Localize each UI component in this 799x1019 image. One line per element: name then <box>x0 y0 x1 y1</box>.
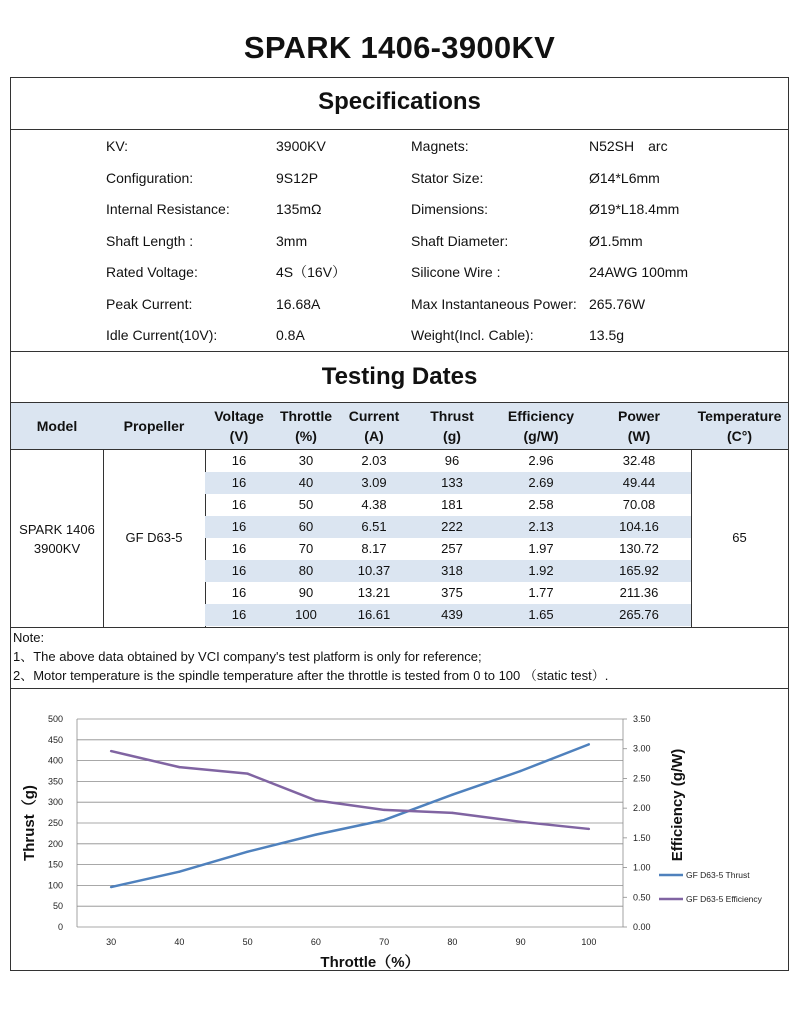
header-unit: (A) <box>364 428 384 444</box>
y-tick-label: 500 <box>47 714 63 724</box>
table-row <box>205 560 691 582</box>
spec-value: 3900KV <box>276 138 326 154</box>
cell-power: 130.72 <box>619 541 659 556</box>
notes <box>13 628 608 685</box>
cell-throttle: 100 <box>295 607 317 622</box>
cell-voltage: 16 <box>231 497 247 512</box>
testing-table-body <box>11 450 788 627</box>
spec-value: 265.76W <box>589 296 646 312</box>
spec-label: KV: <box>106 138 129 154</box>
cell-voltage: 16 <box>231 453 247 468</box>
header-line: Efficiency <box>507 408 575 424</box>
spec-label: Magnets: <box>411 138 469 154</box>
cell-efficiency: 1.65 <box>528 607 554 622</box>
y-tick-label: 250 <box>47 818 63 828</box>
cell-voltage: 16 <box>231 541 247 556</box>
divider <box>11 351 788 352</box>
header-unit: (V) <box>229 428 249 444</box>
cell-thrust: 96 <box>444 453 460 468</box>
data-point <box>246 772 248 774</box>
spec-row <box>11 131 788 162</box>
temperature-cell: 65 <box>732 530 747 545</box>
cell-current: 2.03 <box>361 453 387 468</box>
cell-power: 49.44 <box>622 475 656 490</box>
header-unit: (W) <box>627 428 651 444</box>
table-row <box>205 472 691 494</box>
cell-current: 13.21 <box>357 585 391 600</box>
y-tick-label: 300 <box>47 797 63 808</box>
cell-voltage: 16 <box>231 563 247 578</box>
propeller-cell: GF D63-5 <box>125 530 183 545</box>
table-row <box>205 582 691 604</box>
cell-thrust: 133 <box>441 475 463 490</box>
x-tick-label: 70 <box>379 937 390 947</box>
spec-label: Peak Current: <box>106 296 193 312</box>
x-tick-label: 50 <box>242 937 253 947</box>
data-point <box>110 750 112 752</box>
cell-thrust: 318 <box>441 563 463 578</box>
y-tick-label: 50 <box>52 901 63 912</box>
spec-value: 16.68A <box>276 296 321 312</box>
y-tick-label: 400 <box>47 755 63 766</box>
header-propeller: Propeller <box>123 418 185 434</box>
data-point <box>383 809 385 811</box>
header-unit: (%) <box>295 428 317 444</box>
data-point <box>178 766 180 768</box>
cell-power: 32.48 <box>622 453 656 468</box>
notes-heading: Note: <box>13 630 45 645</box>
y-tick-label: 350 <box>47 776 63 787</box>
cell-thrust: 257 <box>441 541 463 556</box>
y-tick-label: 150 <box>47 859 63 870</box>
spec-label: Dimensions: <box>411 201 489 217</box>
spec-label: Stator Size: <box>411 170 484 186</box>
cell-power: 265.76 <box>619 607 659 622</box>
note-item: 1、The above data obtained by VCI company's test platform is only for reference; <box>13 649 482 664</box>
table-row <box>205 516 691 538</box>
x-axis-title: Throttle（%） <box>320 954 420 971</box>
header-voltage <box>205 403 273 449</box>
x-tick-label: 30 <box>106 937 117 947</box>
cell-voltage: 16 <box>231 519 247 534</box>
header-line: Thrust <box>430 408 474 424</box>
divider <box>11 129 788 130</box>
cell-current: 6.51 <box>361 519 387 534</box>
cell-current: 10.37 <box>357 563 391 578</box>
spec-value: N52SH arc <box>589 138 668 154</box>
cell-voltage: 16 <box>231 607 247 622</box>
spec-value: 24AWG 100mm <box>589 264 689 280</box>
cell-thrust: 375 <box>441 585 463 600</box>
data-point <box>451 812 453 814</box>
spec-value: Ø1.5mm <box>589 233 643 249</box>
data-point <box>178 870 180 872</box>
spec-row <box>11 163 788 194</box>
header-power <box>587 403 691 449</box>
spec-value: 3mm <box>276 233 308 249</box>
cell-throttle: 40 <box>298 475 314 490</box>
model-cell <box>11 520 103 558</box>
data-point <box>519 770 521 772</box>
spec-label: Shaft Diameter: <box>411 233 509 249</box>
y2-tick-label: 3.50 <box>633 714 651 724</box>
spec-label: Internal Resistance: <box>106 201 230 217</box>
cell-throttle: 90 <box>298 585 314 600</box>
x-tick-label: 90 <box>515 937 526 947</box>
spec-label: Weight(Incl. Cable): <box>411 327 534 343</box>
cell-throttle: 80 <box>298 563 314 578</box>
header-unit: (g/W) <box>523 428 559 444</box>
header-unit: (C°) <box>726 428 753 444</box>
data-point <box>588 828 590 830</box>
cell-voltage: 16 <box>231 475 247 490</box>
series-line <box>111 751 589 829</box>
testing-heading: Testing Dates <box>321 363 478 390</box>
page-title: SPARK 1406-3900KV <box>243 30 556 65</box>
cell-efficiency: 2.96 <box>528 453 554 468</box>
y2-tick-label: 2.50 <box>633 773 651 784</box>
spec-label: Rated Voltage: <box>106 264 198 280</box>
header-model: Model <box>36 418 78 434</box>
cell-throttle: 60 <box>298 519 314 534</box>
spec-row <box>11 257 788 288</box>
cell-power: 104.16 <box>619 519 659 534</box>
spec-label: Max Instantaneous Power: <box>411 296 577 312</box>
cell-current: 16.61 <box>357 607 391 622</box>
header-efficiency <box>495 403 587 449</box>
data-point <box>588 743 590 745</box>
model-line: 3900KV <box>33 541 81 556</box>
header-thrust <box>409 403 495 449</box>
spec-label: Idle Current(10V): <box>106 327 218 343</box>
header-line: Temperature <box>697 408 782 424</box>
spec-value: 0.8A <box>276 327 305 343</box>
spec-row <box>11 289 788 320</box>
header-current <box>339 403 409 449</box>
cell-efficiency: 1.77 <box>528 585 554 600</box>
spec-value: Ø19*L18.4mm <box>589 201 680 217</box>
y2-tick-label: 2.00 <box>633 803 651 814</box>
data-point <box>451 794 453 796</box>
table-row <box>205 494 691 516</box>
data-point <box>315 799 317 801</box>
cell-thrust: 222 <box>441 519 463 534</box>
legend-label: GF D63-5 Thrust <box>686 870 750 880</box>
cell-power: 165.92 <box>619 563 659 578</box>
spec-value: 135mΩ <box>276 201 322 217</box>
cell-current: 8.17 <box>361 541 387 556</box>
cell-current: 3.09 <box>361 475 387 490</box>
y-tick-label: 100 <box>47 880 63 891</box>
y2-tick-label: 0.50 <box>633 892 651 903</box>
thrust-efficiency-chart <box>11 689 788 971</box>
y2-tick-label: 3.00 <box>633 743 651 754</box>
x-tick-label: 100 <box>581 937 597 947</box>
x-tick-label: 80 <box>447 937 458 947</box>
y2-tick-label: 1.00 <box>633 862 651 873</box>
cell-throttle: 70 <box>298 541 314 556</box>
data-point <box>246 851 248 853</box>
cell-current: 4.38 <box>361 497 387 512</box>
y2-tick-label: 1.50 <box>633 832 651 843</box>
legend-label: GF D63-5 Efficiency <box>686 894 762 904</box>
cell-voltage: 16 <box>231 585 247 600</box>
spec-row <box>11 226 788 257</box>
cell-efficiency: 1.97 <box>528 541 554 556</box>
spec-value: 9S12P <box>276 170 319 186</box>
cell-efficiency: 2.58 <box>528 497 554 512</box>
model-line: SPARK 1406 <box>19 522 95 537</box>
header-unit: (g) <box>443 428 461 444</box>
specifications-heading: Specifications <box>318 88 481 115</box>
header-temperature <box>691 403 788 449</box>
cell-efficiency: 2.13 <box>528 519 554 534</box>
cell-power: 211.36 <box>619 585 659 600</box>
header-line: Power <box>617 408 660 424</box>
x-tick-label: 60 <box>310 937 321 947</box>
y2-tick-label: 0.00 <box>633 922 651 932</box>
spec-value: 13.5g <box>589 327 625 343</box>
y-axis-title: Thrust（g) <box>21 785 38 861</box>
cell-efficiency: 1.92 <box>528 563 554 578</box>
spec-row <box>11 194 788 225</box>
y-tick-label: 0 <box>57 922 63 932</box>
cell-power: 70.08 <box>622 497 656 512</box>
spec-sheet-frame <box>10 77 789 971</box>
spec-value: Ø14*L6mm <box>589 170 660 186</box>
data-point <box>110 886 112 888</box>
spec-value: 4S（16V） <box>276 264 347 280</box>
spec-label: Shaft Length : <box>106 233 194 249</box>
data-point <box>383 819 385 821</box>
header-line: Current <box>348 408 400 424</box>
table-row <box>205 450 691 472</box>
cell-thrust: 181 <box>441 497 463 512</box>
spec-label: Silicone Wire : <box>411 264 501 280</box>
table-row <box>205 538 691 560</box>
spec-row <box>11 320 788 351</box>
y-tick-label: 200 <box>47 838 63 849</box>
cell-efficiency: 2.69 <box>528 475 554 490</box>
data-point <box>315 833 317 835</box>
series-line <box>111 744 589 887</box>
testing-table-header <box>11 402 788 450</box>
cell-thrust: 439 <box>441 607 463 622</box>
cell-throttle: 30 <box>298 453 314 468</box>
y2-axis-title: Efficiency (g/W) <box>669 748 686 862</box>
spec-label: Configuration: <box>106 170 194 186</box>
y-tick-label: 450 <box>47 734 63 745</box>
header-line: Throttle <box>279 408 333 424</box>
cell-throttle: 50 <box>298 497 314 512</box>
data-point <box>519 821 521 823</box>
note-item: 2、Motor temperature is the spindle temperature after the throttle is tested from 0 to 100 （static test）. <box>13 668 609 683</box>
header-throttle <box>273 403 339 449</box>
table-row <box>205 604 691 626</box>
header-line: Voltage <box>214 408 264 424</box>
x-tick-label: 40 <box>174 937 185 947</box>
